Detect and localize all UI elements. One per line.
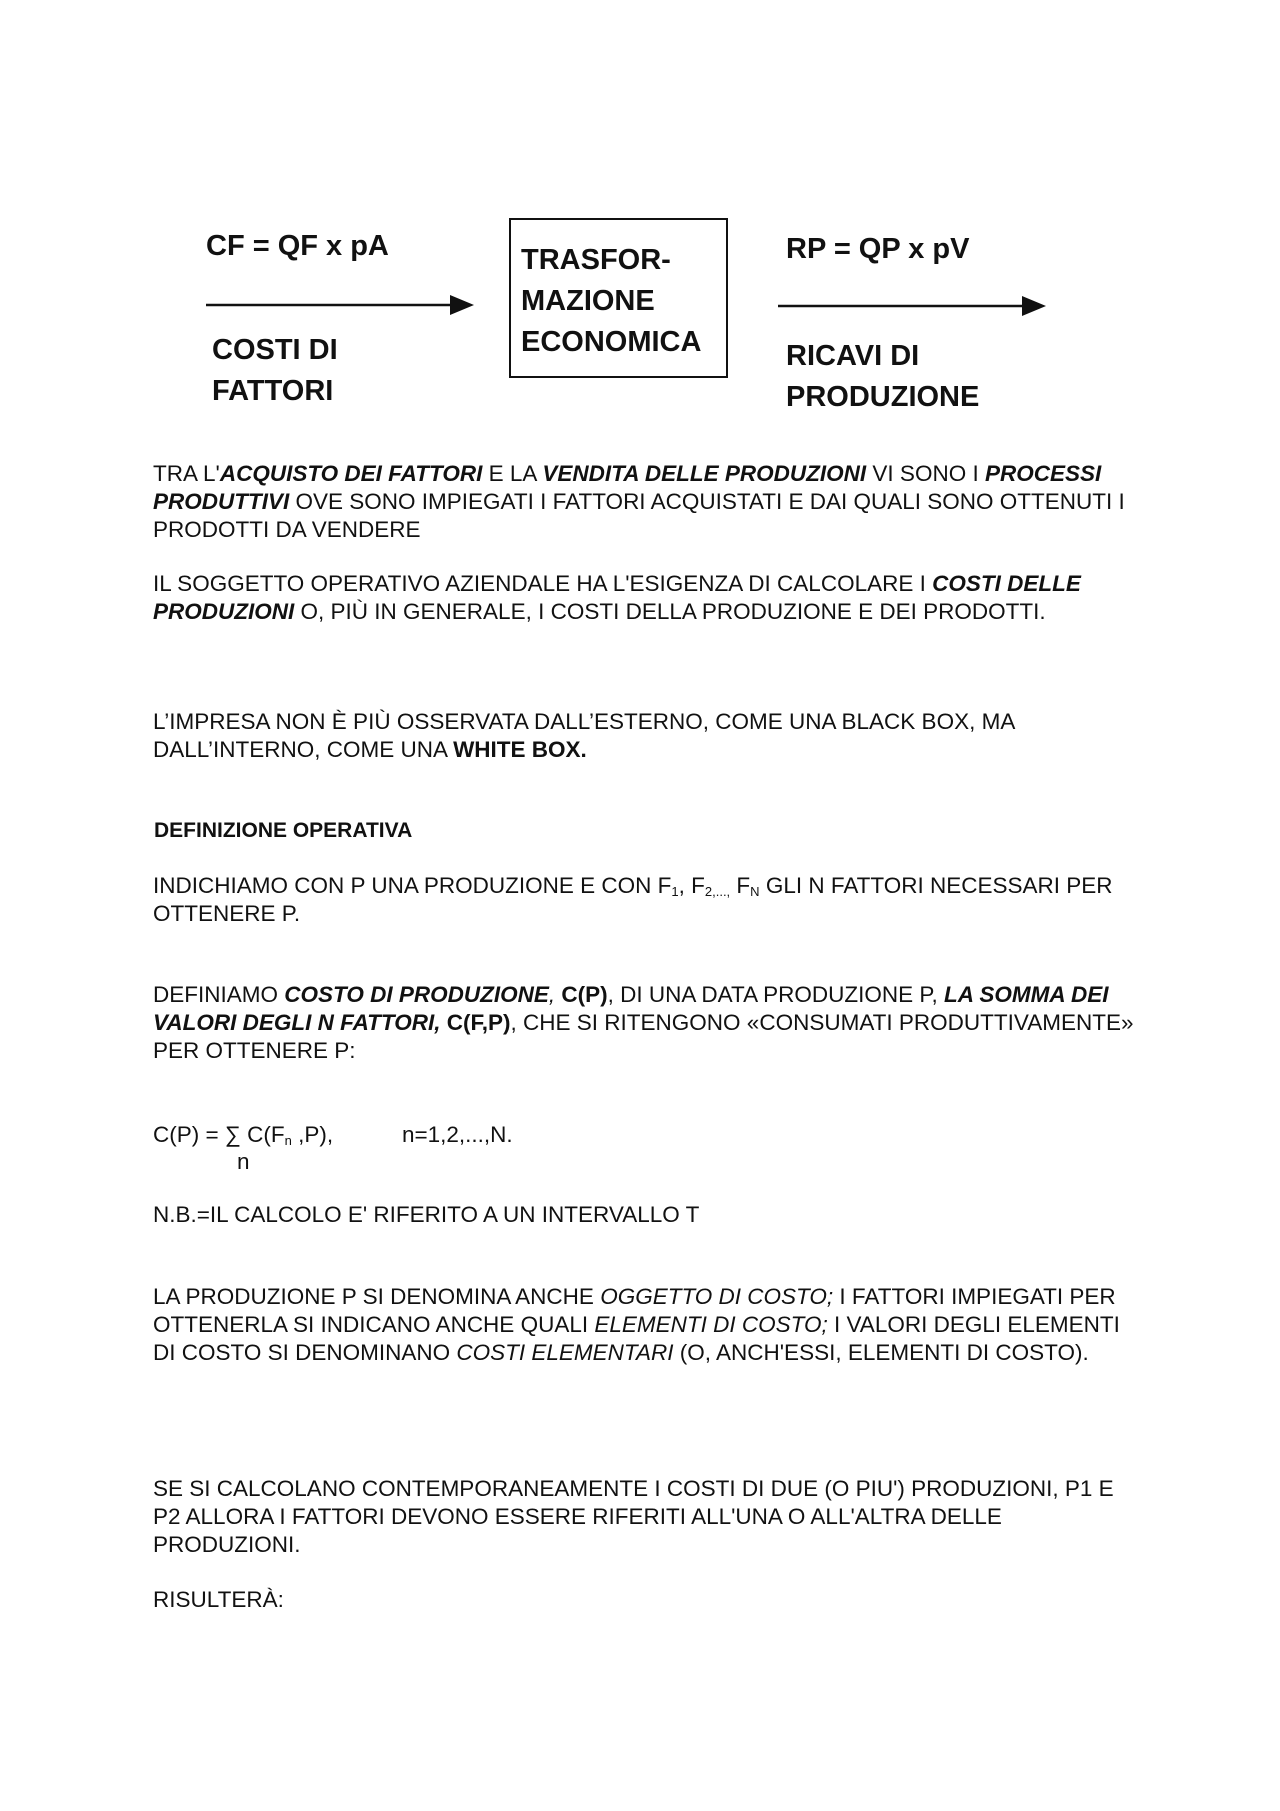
formula-sum-index: n <box>237 1149 250 1174</box>
right-formula: RP = QP x pV <box>786 233 970 265</box>
paragraph-result: RISULTERÀ: <box>153 1587 284 1612</box>
left-arrow-icon <box>204 290 476 320</box>
box-line-1: TRASFOR- <box>521 244 671 276</box>
transformation-box <box>509 218 728 378</box>
paragraph-operating-subject: IL SOGGETTO OPERATIVO AZIENDALE HA L'ESIGENZA DI CALCOLARE I COSTI DELLE PRODUZIONI O, PIÙ IN GENERALE, I COSTI DELLA PRODUZIONE E DEI PRODOTTI. <box>153 571 1081 624</box>
paragraph-white-box: L’IMPRESA NON È PIÙ OSSERVATA DALL’ESTERNO, COME UNA BLACK BOX, MA DALL’INTERNO, COME UNA WHITE BOX. <box>153 709 1015 762</box>
paragraph-factors-processes: TRA L'ACQUISTO DEI FATTORI E LA VENDITA DELLE PRODUZIONI VI SONO I PROCESSI PRODUTTIVI OVE SONO IMPIEGATI I FATTORI ACQUISTATI E DAI QUALI SONO OTTENUTI I PRODOTTI DA VENDERE <box>153 461 1125 542</box>
right-label-line-2: PRODUZIONE <box>786 381 980 413</box>
left-label-line-1: COSTI DI <box>212 334 338 366</box>
paragraph-multiple-productions: SE SI CALCOLANO CONTEMPORANEAMENTE I COSTI DI DUE (O PIU') PRODUZIONI, P1 E P2 ALLORA I FATTORI DEVONO ESSERE RIFERITI ALL'UNA O ALL'ALTRA DELLE PRODUZIONI. <box>153 1476 1114 1557</box>
formula-range: n=1,2,...,N. <box>402 1122 513 1147</box>
paragraph-factors-definition: INDICHIAMO CON P UNA PRODUZIONE E CON $F_1$, $F_{2,...,}$ $F_N$ GLI N FATTORI NECESSARI PER OTTENERE P. <box>153 873 1113 926</box>
right-label-line-1: RICAVI DI <box>786 340 920 372</box>
section-heading: DEFINIZIONE OPERATIVA <box>154 819 413 842</box>
note-interval: N.B.=IL CALCOLO E' RIFERITO A UN INTERVALLO T <box>153 1202 700 1227</box>
right-arrow-icon <box>776 291 1048 321</box>
right-label <box>786 336 979 418</box>
box-line-2: MAZIONE <box>521 285 655 317</box>
left-formula: CF = QF x pA <box>206 230 389 262</box>
box-line-3: ECONOMICA <box>521 326 702 358</box>
left-label <box>212 330 338 412</box>
paragraph-cost-definition: DEFINIAMO COSTO DI PRODUZIONE, C(P), DI UNA DATA PRODUZIONE P, LA SOMMA DEI VALORI DEGLI N FATTORI, C(F,P), CHE SI RITENGONO «CONSUMATI PRODUTTIVAMENTE» PER OTTENERE P: <box>153 982 1134 1063</box>
paragraph-cost-object: LA PRODUZIONE P SI DENOMINA ANCHE OGGETTO DI COSTO; I FATTORI IMPIEGATI PER OTTENERLA SI INDICANO ANCHE QUALI ELEMENTI DI COSTO; I VALORI DEGLI ELEMENTI DI COSTO SI DENOMINANO COSTI ELEMENTARI (O, ANCH'ESSI, ELEMENTI DI COSTO). <box>153 1284 1120 1365</box>
cost-formula: C(P) = ∑ $C(F_n$ ,P), <box>153 1122 334 1148</box>
left-label-line-2: FATTORI <box>212 375 334 407</box>
